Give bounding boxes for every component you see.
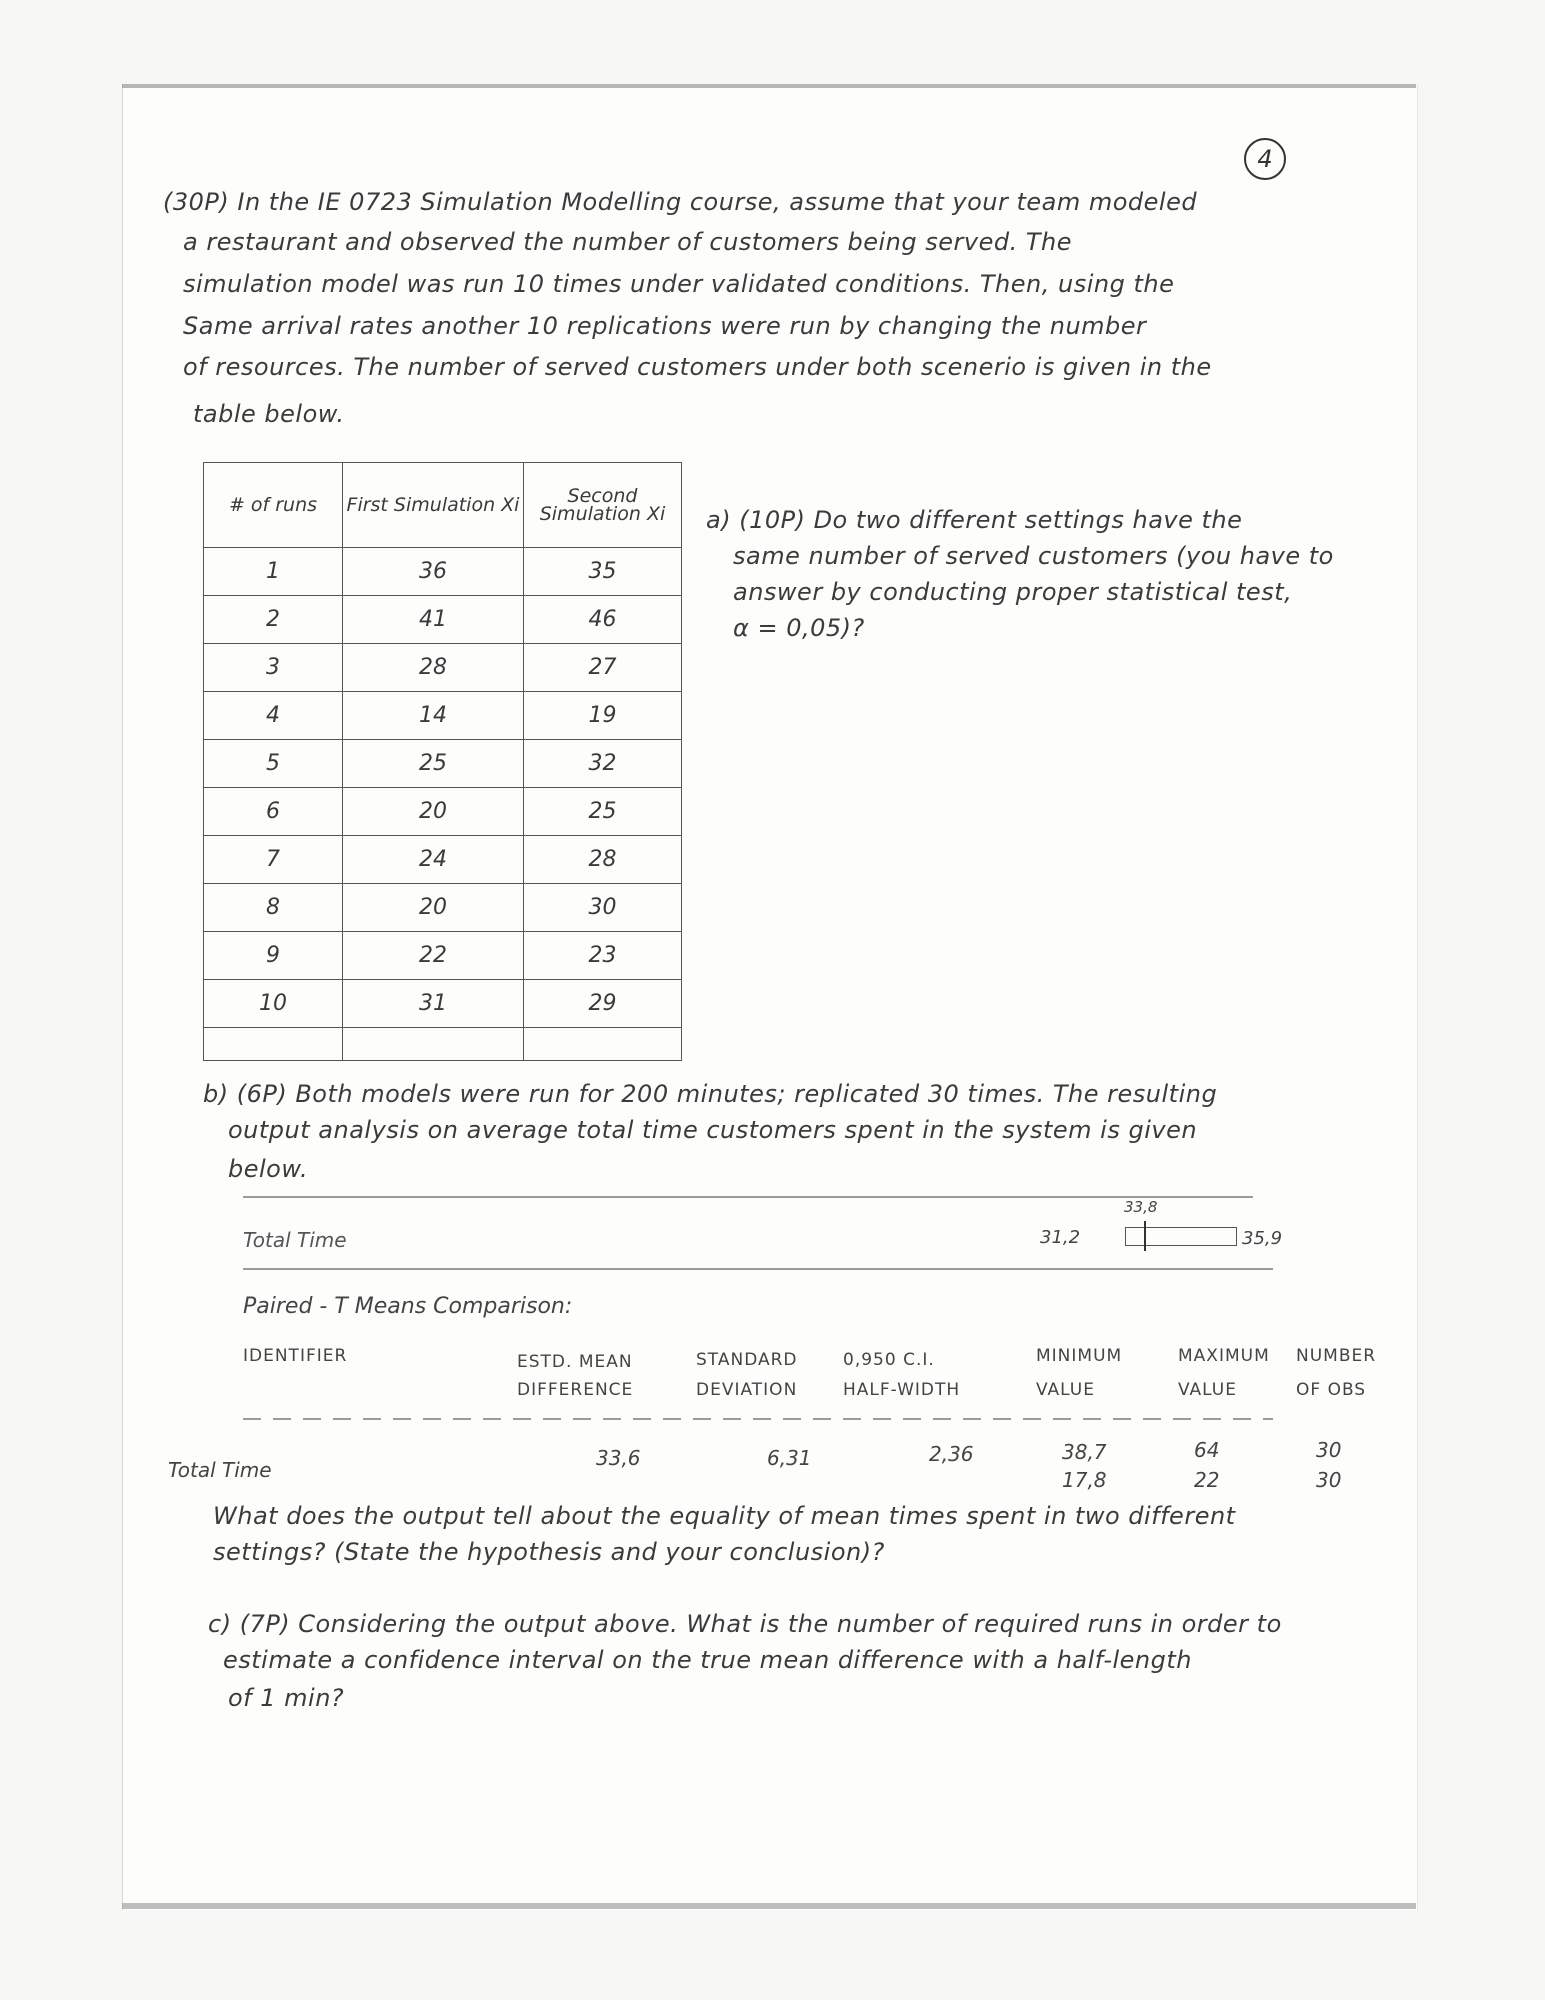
cell-run: 2 xyxy=(204,596,343,644)
cell-first: 36 xyxy=(343,548,524,596)
top-edge xyxy=(122,84,1416,88)
header-runs: # of runs xyxy=(204,463,343,548)
header-first-simulation: First Simulation Xi xyxy=(343,463,524,548)
obs-value-1: 30 xyxy=(1316,1438,1342,1462)
col-mean-2: DIFFERENCE xyxy=(517,1380,634,1400)
cell-second: 30 xyxy=(524,884,682,932)
intro-line-2: a restaurant and observed the number of customers being served. The xyxy=(183,228,1072,256)
table-header-row xyxy=(204,463,682,548)
part-b-line-1: b) (6P) Both models were run for 200 minutes; replicated 30 times. The resulting xyxy=(203,1080,1218,1108)
cell-second: 46 xyxy=(524,596,682,644)
cell-first: 20 xyxy=(343,788,524,836)
intro-line-5: of resources. The number of served customers under both scenerio is given in the xyxy=(183,353,1212,381)
cell-run: 8 xyxy=(204,884,343,932)
intro-line-4: Same arrival rates another 10 replications were run by changing the number xyxy=(183,312,1147,340)
part-b-line-3: below. xyxy=(228,1155,309,1183)
ci-mid-label: 33,8 xyxy=(1124,1198,1158,1216)
ci-interval-box xyxy=(1125,1227,1237,1246)
dashed-divider xyxy=(243,1418,1273,1420)
cell-first: 14 xyxy=(343,692,524,740)
table-row xyxy=(204,548,682,596)
intro-line-1: (30P) In the IE 0723 Simulation Modelling course, assume that your team modeled xyxy=(163,188,1198,216)
cell-run: 3 xyxy=(204,644,343,692)
col-identifier: IDENTIFIER xyxy=(243,1346,348,1366)
table-row xyxy=(204,692,682,740)
ci-low-label: 31,2 xyxy=(1040,1227,1081,1248)
divider-line xyxy=(243,1268,1273,1270)
table-row xyxy=(204,836,682,884)
cell-run: 4 xyxy=(204,692,343,740)
cell-first: 41 xyxy=(343,596,524,644)
cell-first: 31 xyxy=(343,980,524,1028)
col-ci-2: HALF-WIDTH xyxy=(843,1380,961,1400)
cell-second: 35 xyxy=(524,548,682,596)
intro-line-3: simulation model was run 10 times under validated conditions. Then, using the xyxy=(183,270,1175,298)
cell-first: 25 xyxy=(343,740,524,788)
col-ci-1: 0,950 C.I. xyxy=(843,1350,935,1370)
col-sd-2: DEVIATION xyxy=(696,1380,798,1400)
col-min-2: VALUE xyxy=(1036,1380,1095,1400)
header-second-simulation: Second Simulation Xi xyxy=(524,463,682,548)
cell-second: 28 xyxy=(524,836,682,884)
obs-value-2: 30 xyxy=(1316,1468,1342,1492)
table-blank-row xyxy=(204,1028,682,1061)
cell-run: 1 xyxy=(204,548,343,596)
col-obs-1: NUMBER xyxy=(1296,1346,1377,1366)
part-b-question-1: What does the output tell about the equality of mean times spent in two different xyxy=(213,1502,1236,1530)
cell-first: 22 xyxy=(343,932,524,980)
cell-second: 25 xyxy=(524,788,682,836)
cell-second: 27 xyxy=(524,644,682,692)
table-row xyxy=(204,980,682,1028)
part-b-question-2: settings? (State the hypothesis and your conclusion)? xyxy=(213,1538,885,1566)
table-row xyxy=(204,788,682,836)
cell-run: 10 xyxy=(204,980,343,1028)
cell-first: 28 xyxy=(343,644,524,692)
max-value-1: 64 xyxy=(1194,1438,1220,1462)
output-row-label: Total Time xyxy=(168,1458,272,1482)
col-sd-1: STANDARD xyxy=(696,1350,798,1370)
part-a-line-3: answer by conducting proper statistical test, xyxy=(733,578,1293,606)
col-min-1: MINIMUM xyxy=(1036,1346,1123,1366)
part-a-line-1: a) (10P) Do two different settings have the xyxy=(706,506,1243,534)
part-b-line-2: output analysis on average total time customers spent in the system is given xyxy=(228,1116,1198,1144)
col-mean-1: ESTD. MEAN xyxy=(517,1352,633,1372)
page-number: 4 xyxy=(1244,138,1286,180)
table-row xyxy=(204,932,682,980)
cell-run: 5 xyxy=(204,740,343,788)
cell-run: 9 xyxy=(204,932,343,980)
divider-line xyxy=(243,1196,1253,1198)
mean-difference-value: 33,6 xyxy=(596,1446,641,1470)
part-a-line-4: α = 0,05)? xyxy=(733,614,865,642)
table-row xyxy=(204,644,682,692)
intro-line-6: table below. xyxy=(193,400,345,428)
cell-first: 24 xyxy=(343,836,524,884)
col-obs-2: OF OBS xyxy=(1296,1380,1367,1400)
table-row xyxy=(204,884,682,932)
runs-table xyxy=(203,462,682,1061)
bottom-edge xyxy=(122,1903,1416,1909)
cell-second: 29 xyxy=(524,980,682,1028)
table-row xyxy=(204,596,682,644)
col-max-2: VALUE xyxy=(1178,1380,1237,1400)
col-max-1: MAXIMUM xyxy=(1178,1346,1270,1366)
part-a-line-2: same number of served customers (you have to xyxy=(733,542,1334,570)
cell-first: 20 xyxy=(343,884,524,932)
cell-second: 23 xyxy=(524,932,682,980)
ci-mean-marker xyxy=(1144,1221,1146,1251)
part-c-line-2: estimate a confidence interval on the true mean difference with a half-length xyxy=(223,1646,1192,1674)
cell-run: 7 xyxy=(204,836,343,884)
table-row xyxy=(204,740,682,788)
max-value-2: 22 xyxy=(1194,1468,1220,1492)
std-dev-value: 6,31 xyxy=(767,1446,812,1470)
half-width-value: 2,36 xyxy=(929,1442,974,1466)
part-c-line-3: of 1 min? xyxy=(228,1684,345,1712)
min-value-1: 38,7 xyxy=(1062,1440,1107,1464)
cell-second: 32 xyxy=(524,740,682,788)
ci-high-label: 35,9 xyxy=(1242,1228,1283,1249)
min-value-2: 17,8 xyxy=(1062,1468,1107,1492)
total-time-label: Total Time xyxy=(243,1228,347,1252)
comparison-title: Paired - T Means Comparison: xyxy=(243,1294,573,1319)
cell-second: 19 xyxy=(524,692,682,740)
part-c-line-1: c) (7P) Considering the output above. What is the number of required runs in order to xyxy=(208,1610,1282,1638)
cell-run: 6 xyxy=(204,788,343,836)
